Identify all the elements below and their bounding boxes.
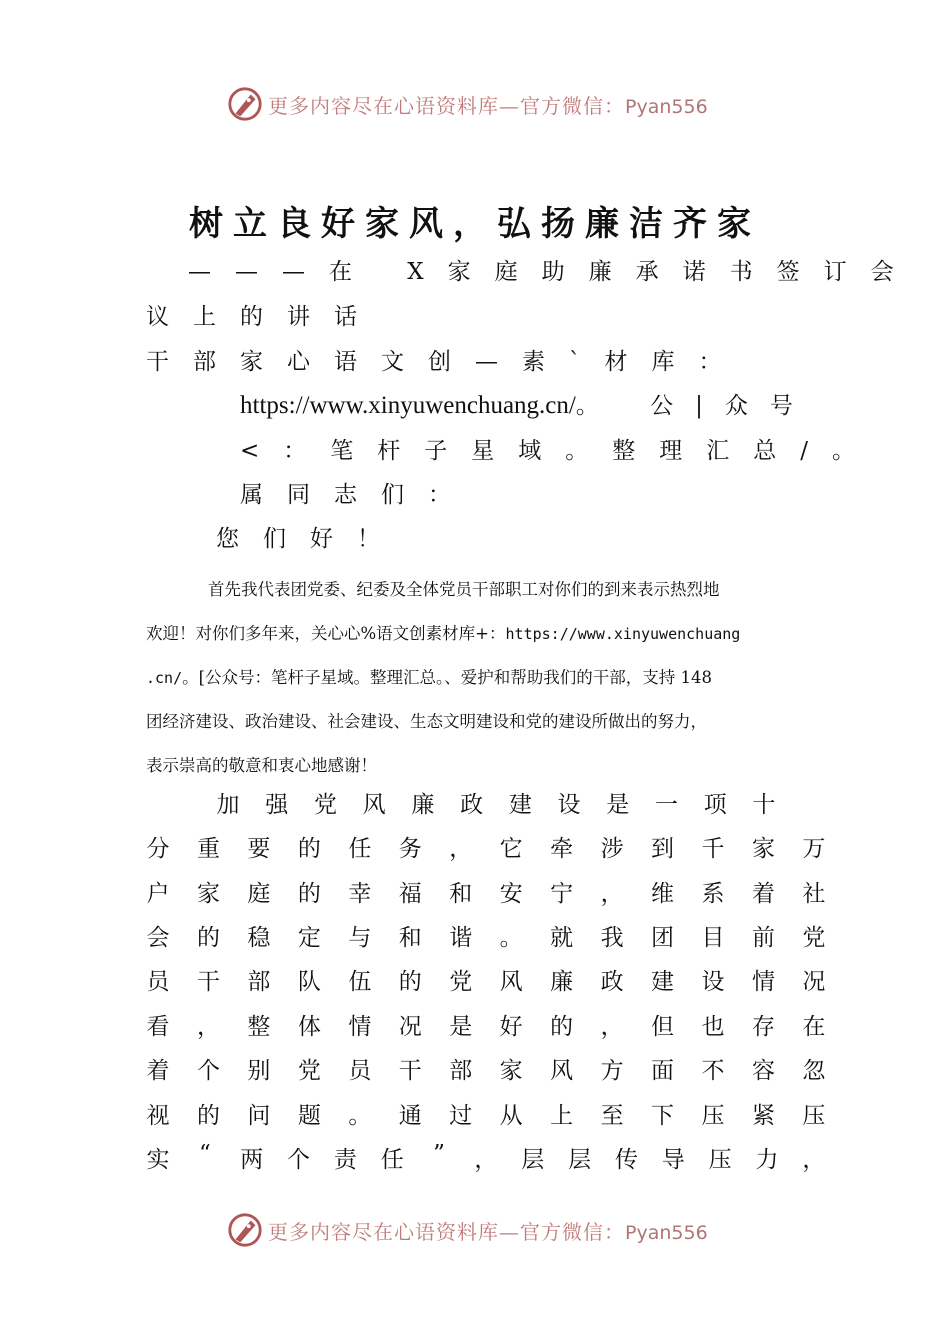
watermark-text: 更多内容尽在心语资料库—官方微信：	[268, 93, 625, 118]
intro-line-4: 团经济建设、政治建设、社会建设、生态文明建设和党的建设所做出的努力，	[146, 712, 707, 731]
intro-line-2-url: https://www.xinyuwenchuang	[505, 625, 741, 643]
body-line: 加 强 党 风 廉 政 建 设 是 一 项 十	[216, 792, 776, 818]
body-line: 会 的 稳 定 与 和 谐 。 就 我 团 目 前 党	[146, 925, 826, 951]
body-line: 实 “ 两 个 责 任 ” ， 层 层 传 导 压 力 ，	[146, 1141, 826, 1173]
pen-nib-logo-icon	[226, 85, 264, 123]
watermark-text: 更多内容尽在心语资料库—官方微信：	[268, 1219, 625, 1244]
notice-line-2	[240, 387, 815, 420]
intro-line-1: 首先我代表团党委、纪委及全体党员干部职工对你们的到来表示热烈地	[208, 580, 720, 599]
intro-line-3-text: 。[公众号：笔杆子星域。整理汇总。、爱护和帮助我们的干部，支持 148	[182, 668, 713, 687]
watermark-wechat: Pyan556	[625, 95, 708, 118]
body-line: 员 干 部 队 伍 的 党 风 廉 政 建 设 情 况	[146, 969, 826, 995]
notice-line-1: 干部家心语文创—素`材库：	[146, 349, 746, 375]
watermark-wechat: Pyan556	[625, 1221, 708, 1244]
watermark-banner-bottom	[226, 1210, 708, 1250]
body-line: 户 家 庭 的 幸 福 和 安 宁 ， 维 系 着 社	[146, 881, 826, 907]
notice-line-2-tail: 。 公|众号	[575, 393, 815, 419]
notice-line-3: <：笔杆子星域。整理汇总/。	[240, 438, 880, 464]
salutation-2: 您们好！	[216, 526, 404, 552]
salutation-1: 属同志们：	[240, 482, 475, 508]
document-title: 树立良好家风，弘扬廉洁齐家	[189, 204, 761, 244]
intro-line-3	[146, 656, 812, 700]
notice-url: https://www.xinyuwenchuang.cn/	[240, 392, 576, 419]
subtitle-line-1: ———在 X家庭助廉承诺书签订会	[188, 259, 918, 285]
intro-paragraph	[146, 568, 812, 788]
intro-line-5: 表示崇高的敬意和衷心地感谢！	[146, 756, 377, 775]
body-line: 看 ， 整 体 情 况 是 好 的 ， 但 也 存 在	[146, 1014, 826, 1040]
subtitle-line-2: 议上的讲话	[146, 304, 381, 330]
body-line: 视 的 问 题 。 通 过 从 上 至 下 压 紧 压	[146, 1103, 826, 1129]
intro-line-2-text: 欢迎！对你们多年来，关心心%语文创素材库+：	[146, 624, 506, 643]
body-line: 着 个 别 党 员 干 部 家 风 方 面 不 容 忽	[146, 1058, 826, 1084]
intro-line-3-url: .cn/	[146, 669, 183, 687]
watermark-banner-top	[226, 84, 708, 124]
pen-nib-logo-icon	[226, 1211, 264, 1249]
intro-line-2	[146, 612, 812, 656]
body-line: 分 重 要 的 任 务 ， 它 牵 涉 到 千 家 万	[146, 836, 826, 862]
